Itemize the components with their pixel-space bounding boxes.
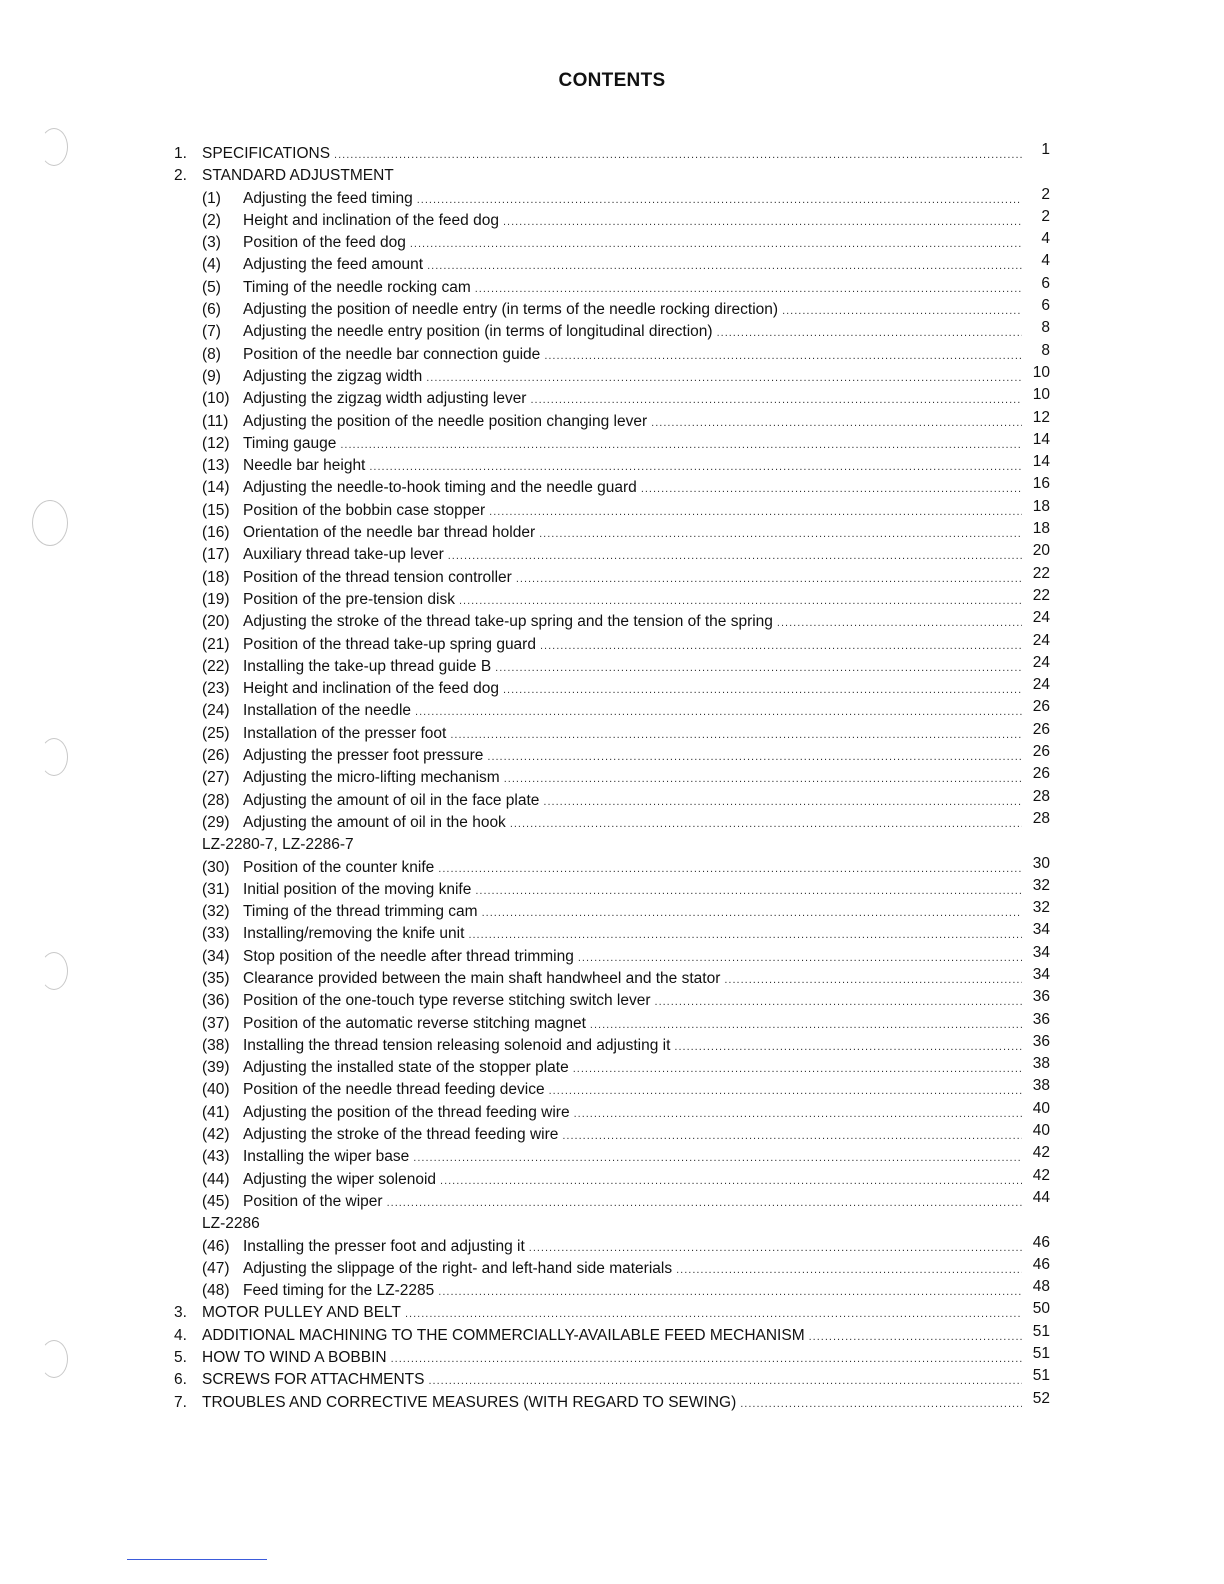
toc-page-number: 26 (1032, 743, 1050, 761)
toc-model-heading: LZ-2280-7, LZ-2286-7 (202, 836, 354, 854)
toc-page-number: 32 (1032, 876, 1050, 894)
toc-item-title: Installing the thread tension releasing solenoid and adjusting it (243, 1036, 671, 1054)
toc-item-number: (35) (202, 969, 230, 987)
toc-page-number: 40 (1032, 1122, 1050, 1140)
toc-item-number: (14) (202, 479, 230, 497)
toc-entry-heading[interactable] (174, 165, 1050, 187)
toc-page-number: 51 (1032, 1322, 1050, 1340)
toc-item-title: Adjusting the zigzag width (243, 367, 423, 385)
toc-section-number: 1. (174, 145, 187, 162)
toc-item-title: Position of the one-touch type reverse stitching switch lever (243, 992, 651, 1010)
toc-entry-item[interactable] (174, 522, 1050, 544)
toc-dot-leader (740, 1393, 1022, 1415)
toc-entry-item[interactable] (174, 1188, 1050, 1213)
toc-entry-item[interactable] (174, 185, 1050, 210)
toc-dot-leader (676, 1259, 1022, 1281)
toc-dot-leader (495, 657, 1022, 679)
toc-entry-item[interactable] (174, 232, 1050, 254)
toc-item-title: Installing/removing the knife unit (243, 925, 465, 943)
toc-dot-leader (440, 1170, 1022, 1192)
toc-item-title: Position of the wiper (243, 1192, 383, 1210)
toc-dot-leader (578, 947, 1022, 969)
toc-entry-item[interactable] (174, 477, 1050, 499)
toc-item-title: Position of the counter knife (243, 858, 435, 876)
toc-page-number: 10 (1032, 386, 1050, 404)
toc-page-number: 2 (1041, 207, 1050, 225)
toc-item-title: Adjusting the zigzag width adjusting lever (243, 390, 527, 408)
toc-page-number: 48 (1032, 1278, 1050, 1296)
toc-entry-item[interactable] (174, 1124, 1050, 1146)
toc-item-title: Installing the presser foot and adjusting it (243, 1237, 525, 1255)
toc-item-title: Position of the needle thread feeding device (243, 1081, 545, 1099)
toc-section-title: MOTOR PULLEY AND BELT (202, 1304, 401, 1322)
toc-page-number: 22 (1032, 564, 1050, 582)
toc-item-title: Adjusting the needle-to-hook timing and the needle guard (243, 479, 637, 497)
toc-item-title: Timing of the thread trimming cam (243, 903, 478, 921)
toc-dot-leader (543, 791, 1022, 813)
toc-dot-leader (450, 724, 1022, 746)
toc-item-number: (38) (202, 1036, 230, 1054)
toc-item-number: (44) (202, 1170, 230, 1188)
toc-dot-leader (475, 880, 1022, 902)
toc-item-title: Clearance provided between the main shaft handwheel and the stator (243, 969, 721, 987)
toc-dot-leader (655, 991, 1022, 1013)
toc-entry-item[interactable] (174, 341, 1050, 366)
toc-item-number: (2) (202, 211, 221, 229)
toc-section-title: ADDITIONAL MACHINING TO THE COMMERCIALLY-AVAILABLE FEED MECHANISM (202, 1326, 805, 1344)
toc-item-title: Timing gauge (243, 434, 337, 452)
toc-entry-item[interactable] (174, 631, 1050, 656)
toc-dot-leader (482, 902, 1022, 924)
toc-entry-model[interactable] (174, 834, 1050, 856)
toc-dot-leader (387, 1192, 1022, 1214)
toc-dot-leader (530, 389, 1022, 411)
toc-dot-leader (438, 1281, 1022, 1303)
page-title: CONTENTS (558, 70, 666, 91)
toc-dot-leader (540, 635, 1022, 657)
toc-page-number: 44 (1032, 1188, 1050, 1206)
toc-page-number: 4 (1041, 230, 1050, 248)
toc-section-title: STANDARD ADJUSTMENT (202, 167, 394, 185)
toc-item-title: Adjusting the stroke of the thread take-up spring and the tension of the spring (243, 613, 773, 631)
toc-item-title: Adjusting the amount of oil in the face plate (243, 791, 540, 809)
binder-hole-mark (40, 128, 68, 166)
toc-page-number: 28 (1032, 809, 1050, 827)
toc-item-title: Adjusting the position of needle entry (in terms of the needle rocking direction) (243, 301, 779, 319)
toc-entry-item[interactable] (174, 923, 1050, 945)
toc-item-title: Position of the feed dog (243, 234, 406, 252)
toc-entry-item[interactable] (174, 388, 1050, 410)
toc-section-title: SCREWS FOR ATTACHMENTS (202, 1371, 425, 1389)
toc-item-title: Position of the thread tension controller (243, 568, 512, 586)
toc-entry-item[interactable] (174, 1079, 1050, 1101)
toc-item-title: Height and inclination of the feed dog (243, 211, 499, 229)
toc-item-number: (27) (202, 769, 230, 787)
toc-dot-leader (651, 412, 1022, 434)
toc-dot-leader (717, 322, 1022, 344)
toc-page-number: 24 (1032, 653, 1050, 671)
toc-dot-leader (415, 701, 1022, 723)
toc-page-number: 18 (1032, 497, 1050, 515)
toc-item-number: (8) (202, 345, 221, 363)
toc-item-title: Installation of the needle (243, 702, 412, 720)
toc-item-title: Position of the thread take-up spring guard (243, 635, 536, 653)
toc-dot-leader (504, 768, 1022, 790)
toc-entry-item[interactable] (174, 299, 1050, 321)
toc-item-number: (12) (202, 434, 230, 452)
toc-item-number: (20) (202, 613, 230, 631)
toc-entry-item[interactable] (174, 943, 1050, 968)
toc-entry-item[interactable] (174, 901, 1050, 923)
toc-item-title: Position of the bobbin case stopper (243, 501, 486, 519)
toc-item-number: (26) (202, 747, 230, 765)
toc-page-number: 24 (1032, 631, 1050, 649)
toc-page-number: 8 (1041, 319, 1050, 337)
toc-item-number: (25) (202, 724, 230, 742)
toc-item-title: Adjusting the wiper solenoid (243, 1170, 437, 1188)
toc-dot-leader (590, 1014, 1022, 1036)
toc-entry-item[interactable] (174, 586, 1050, 611)
toc-dot-leader (489, 501, 1022, 523)
toc-item-number: (11) (202, 412, 229, 430)
toc-item-number: (13) (202, 457, 230, 475)
toc-item-number: (36) (202, 992, 230, 1010)
toc-entry-item[interactable] (174, 1146, 1050, 1168)
toc-item-title: Adjusting the micro-lifting mechanism (243, 769, 500, 787)
toc-dot-leader (427, 255, 1022, 277)
toc-item-title: Adjusting the feed amount (243, 256, 424, 274)
toc-item-title: Adjusting the feed timing (243, 189, 413, 207)
toc-dot-leader (459, 590, 1022, 612)
toc-entry-item[interactable] (174, 430, 1050, 455)
toc-page-number: 12 (1032, 408, 1050, 426)
toc-item-number: (41) (202, 1103, 230, 1121)
toc-page-number: 38 (1032, 1055, 1050, 1073)
toc-item-title: Adjusting the installed state of the stopper plate (243, 1059, 569, 1077)
toc-entry-item[interactable] (174, 207, 1050, 232)
toc-item-title: Feed timing for the LZ-2285 (243, 1282, 435, 1300)
toc-item-number: (23) (202, 680, 230, 698)
toc-dot-leader (549, 1080, 1022, 1102)
toc-page-number: 26 (1032, 765, 1050, 783)
toc-item-title: Installing the take-up thread guide B (243, 657, 492, 675)
toc-entry-section[interactable] (174, 1389, 1050, 1414)
toc-item-number: (22) (202, 657, 230, 675)
toc-entry-item[interactable] (174, 497, 1050, 522)
toc-dot-leader (340, 434, 1022, 456)
toc-entry-item[interactable] (174, 678, 1050, 700)
toc-item-number: (17) (202, 546, 230, 564)
toc-entry-item[interactable] (174, 254, 1050, 276)
toc-page-number: 14 (1032, 453, 1050, 471)
toc-page-number: 28 (1032, 787, 1050, 805)
toc-item-number: (10) (202, 390, 230, 408)
toc-item-number: (21) (202, 635, 230, 653)
binder-hole-mark (40, 738, 68, 776)
toc-item-number: (7) (202, 323, 221, 341)
toc-dot-leader (405, 1303, 1022, 1325)
toc-entry-item[interactable] (174, 408, 1050, 433)
toc-dot-leader (369, 456, 1022, 478)
toc-item-number: (6) (202, 301, 221, 319)
toc-item-title: Initial position of the moving knife (243, 880, 472, 898)
toc-item-title: Timing of the needle rocking cam (243, 278, 471, 296)
toc-page-number: 46 (1032, 1233, 1050, 1251)
toc-entry-item[interactable] (174, 611, 1050, 633)
toc-dot-leader (410, 233, 1022, 255)
toc-entry-item[interactable] (174, 363, 1050, 388)
toc-entry-item[interactable] (174, 455, 1050, 477)
toc-page-number: 6 (1041, 297, 1050, 315)
toc-page-number: 40 (1032, 1099, 1050, 1117)
toc-page-number: 4 (1041, 252, 1050, 270)
toc-dot-leader (516, 568, 1022, 590)
toc-item-number: (3) (202, 234, 221, 252)
toc-dot-leader (428, 1370, 1022, 1392)
toc-item-title: Position of the automatic reverse stitching magnet (243, 1014, 586, 1032)
toc-entry-model[interactable] (174, 1213, 1050, 1235)
toc-page-number: 36 (1032, 1032, 1050, 1050)
toc-page-number: 18 (1032, 520, 1050, 538)
toc-item-title: Adjusting the position of the thread feeding wire (243, 1103, 570, 1121)
toc-page-number: 38 (1032, 1077, 1050, 1095)
toc-page-number: 8 (1041, 341, 1050, 359)
toc-item-number: (47) (202, 1259, 230, 1277)
toc-entry-item[interactable] (174, 767, 1050, 789)
toc-page-number: 2 (1041, 185, 1050, 203)
toc-section-number: 2. (174, 167, 187, 185)
toc-entry-item[interactable] (174, 787, 1050, 812)
toc-entry-item[interactable] (174, 700, 1050, 722)
toc-dot-leader (438, 858, 1022, 880)
toc-item-title: Needle bar height (243, 457, 366, 475)
toc-page-number: 51 (1032, 1367, 1050, 1385)
toc-section-number: 7. (174, 1393, 187, 1411)
toc-entry-item[interactable] (174, 564, 1050, 589)
toc-entry-item[interactable] (174, 854, 1050, 879)
toc-page-number: 42 (1032, 1166, 1050, 1184)
toc-entry-section[interactable] (174, 1347, 1050, 1369)
toc-dot-leader (544, 345, 1022, 367)
toc-section-number: 4. (174, 1326, 187, 1344)
toc-entry-item[interactable] (174, 720, 1050, 745)
toc-item-title: Adjusting the presser foot pressure (243, 747, 484, 765)
toc-page-number: 10 (1032, 363, 1050, 381)
toc-dot-leader (503, 211, 1022, 233)
toc-entry-item[interactable] (174, 745, 1050, 767)
toc-page-number: 14 (1032, 430, 1050, 448)
toc-item-title: Adjusting the position of the needle position changing lever (243, 412, 648, 430)
toc-dot-leader (334, 144, 1022, 166)
binder-hole-mark (32, 500, 68, 546)
toc-page-number: 34 (1032, 943, 1050, 961)
toc-entry-item[interactable] (174, 1166, 1050, 1191)
toc-dot-leader (674, 1036, 1022, 1058)
toc-page-number: 24 (1032, 609, 1050, 627)
toc-item-number: (30) (202, 858, 230, 876)
toc-dot-leader (448, 545, 1022, 567)
toc-item-number: (37) (202, 1014, 230, 1032)
toc-item-title: Orientation of the needle bar thread holder (243, 524, 536, 542)
toc-entry-item[interactable] (174, 809, 1050, 834)
toc-page-number: 20 (1032, 542, 1050, 560)
toc-section-title: TROUBLES AND CORRECTIVE MEASURES (WITH REGARD TO SEWING) (202, 1393, 737, 1411)
toc-dot-leader (487, 746, 1022, 768)
toc-dot-leader (777, 612, 1022, 634)
toc-entry-item[interactable] (174, 1255, 1050, 1280)
toc-entry-section[interactable] (174, 143, 1050, 165)
toc-item-number: (43) (202, 1148, 230, 1166)
toc-dot-leader (641, 478, 1022, 500)
toc-item-number: (28) (202, 791, 230, 809)
footer-rule (127, 1559, 267, 1560)
toc-page-number: 26 (1032, 698, 1050, 716)
toc-dot-leader (468, 924, 1022, 946)
toc-item-number: (24) (202, 702, 230, 720)
toc-dot-leader (475, 278, 1022, 300)
toc-item-title: Adjusting the amount of oil in the hook (243, 813, 506, 831)
toc-section-number: 6. (174, 1371, 187, 1389)
toc-entry-item[interactable] (174, 544, 1050, 566)
toc-dot-leader (539, 523, 1022, 545)
toc-item-title: Installing the wiper base (243, 1148, 410, 1166)
toc-item-number: (15) (202, 501, 230, 519)
toc-dot-leader (391, 1348, 1022, 1370)
toc-page-number: 51 (1032, 1345, 1050, 1363)
toc-page-number: 36 (1032, 988, 1050, 1006)
toc-entry-item[interactable] (174, 1010, 1050, 1035)
toc-item-number: (5) (202, 278, 221, 296)
toc-entry-item[interactable] (174, 274, 1050, 299)
toc-page-number: 52 (1032, 1389, 1050, 1407)
toc-page-number: 32 (1032, 899, 1050, 917)
toc-item-number: (1) (202, 189, 221, 207)
toc-dot-leader (574, 1103, 1022, 1125)
toc-item-number: (39) (202, 1059, 230, 1077)
toc-entry-section[interactable] (174, 1302, 1050, 1324)
toc-entry-item[interactable] (174, 1233, 1050, 1258)
toc-entry-item[interactable] (174, 653, 1050, 678)
toc-dot-leader (510, 813, 1022, 835)
toc-dot-leader (724, 969, 1022, 991)
toc-item-number: (42) (202, 1126, 230, 1144)
toc-dot-leader (573, 1058, 1022, 1080)
toc-page-number: 1 (1041, 141, 1050, 158)
toc-item-number: (31) (202, 880, 230, 898)
toc-dot-leader (562, 1125, 1022, 1147)
toc-item-title: Position of the needle bar connection guide (243, 345, 541, 363)
toc-page-number: 6 (1041, 274, 1050, 292)
toc-page-number: 30 (1032, 854, 1050, 872)
toc-entry-section[interactable] (174, 1369, 1050, 1391)
toc-dot-leader (809, 1326, 1022, 1348)
toc-model-heading: LZ-2286 (202, 1215, 260, 1233)
toc-entry-item[interactable] (174, 1280, 1050, 1302)
toc-item-title: Adjusting the needle entry position (in terms of longitudinal direction) (243, 323, 713, 341)
toc-page-number: 34 (1032, 921, 1050, 939)
toc-page-number: 42 (1032, 1144, 1050, 1162)
toc-section-title: SPECIFICATIONS (202, 145, 331, 162)
toc-item-title: Installation of the presser foot (243, 724, 447, 742)
toc-entry-section[interactable] (174, 1322, 1050, 1347)
toc-item-title: Position of the pre-tension disk (243, 590, 455, 608)
toc-page-number: 46 (1032, 1255, 1050, 1273)
binder-hole-mark (40, 952, 68, 990)
toc-item-title: Stop position of the needle after thread trimming (243, 947, 574, 965)
toc-entry-item[interactable] (174, 990, 1050, 1012)
toc-item-number: (16) (202, 524, 230, 542)
toc-dot-leader (413, 1147, 1022, 1169)
toc-item-number: (19) (202, 590, 230, 608)
toc-section-title: HOW TO WIND A BOBBIN (202, 1349, 387, 1367)
toc-item-number: (46) (202, 1237, 230, 1255)
toc-item-number: (40) (202, 1081, 230, 1099)
toc-item-title: Adjusting the slippage of the right- and left-hand side materials (243, 1259, 673, 1277)
toc-section-number: 3. (174, 1304, 187, 1322)
toc-item-number: (33) (202, 925, 230, 943)
toc-page-number: 50 (1032, 1300, 1050, 1318)
table-of-contents (174, 143, 1050, 1414)
toc-dot-leader (529, 1237, 1022, 1259)
toc-entry-item[interactable] (174, 1099, 1050, 1124)
toc-dot-leader (417, 189, 1022, 211)
toc-item-number: (29) (202, 813, 230, 831)
toc-section-number: 5. (174, 1349, 187, 1367)
toc-page-number: 34 (1032, 965, 1050, 983)
toc-entry-item[interactable] (174, 965, 1050, 990)
binder-hole-mark (40, 1340, 68, 1378)
toc-item-title: Height and inclination of the feed dog (243, 680, 499, 698)
toc-dot-leader (426, 367, 1022, 389)
toc-item-number: (48) (202, 1282, 230, 1300)
toc-item-number: (9) (202, 367, 221, 385)
toc-page-number: 26 (1032, 720, 1050, 738)
toc-page-number: 36 (1032, 1010, 1050, 1028)
toc-item-number: (18) (202, 568, 230, 586)
toc-item-number: (45) (202, 1192, 230, 1210)
toc-entry-item[interactable] (174, 876, 1050, 901)
toc-dot-leader (503, 679, 1022, 701)
toc-item-number: (4) (202, 256, 221, 274)
toc-item-number: (32) (202, 903, 230, 921)
toc-entry-item[interactable] (174, 321, 1050, 343)
toc-entry-item[interactable] (174, 1032, 1050, 1057)
toc-page-number: 24 (1032, 676, 1050, 694)
toc-item-title: Adjusting the stroke of the thread feeding wire (243, 1126, 559, 1144)
toc-item-title: Auxiliary thread take-up lever (243, 546, 444, 564)
toc-entry-item[interactable] (174, 1057, 1050, 1079)
toc-dot-leader (782, 300, 1022, 322)
toc-page-number: 16 (1032, 475, 1050, 493)
toc-item-number: (34) (202, 947, 230, 965)
toc-page-number: 22 (1032, 586, 1050, 604)
